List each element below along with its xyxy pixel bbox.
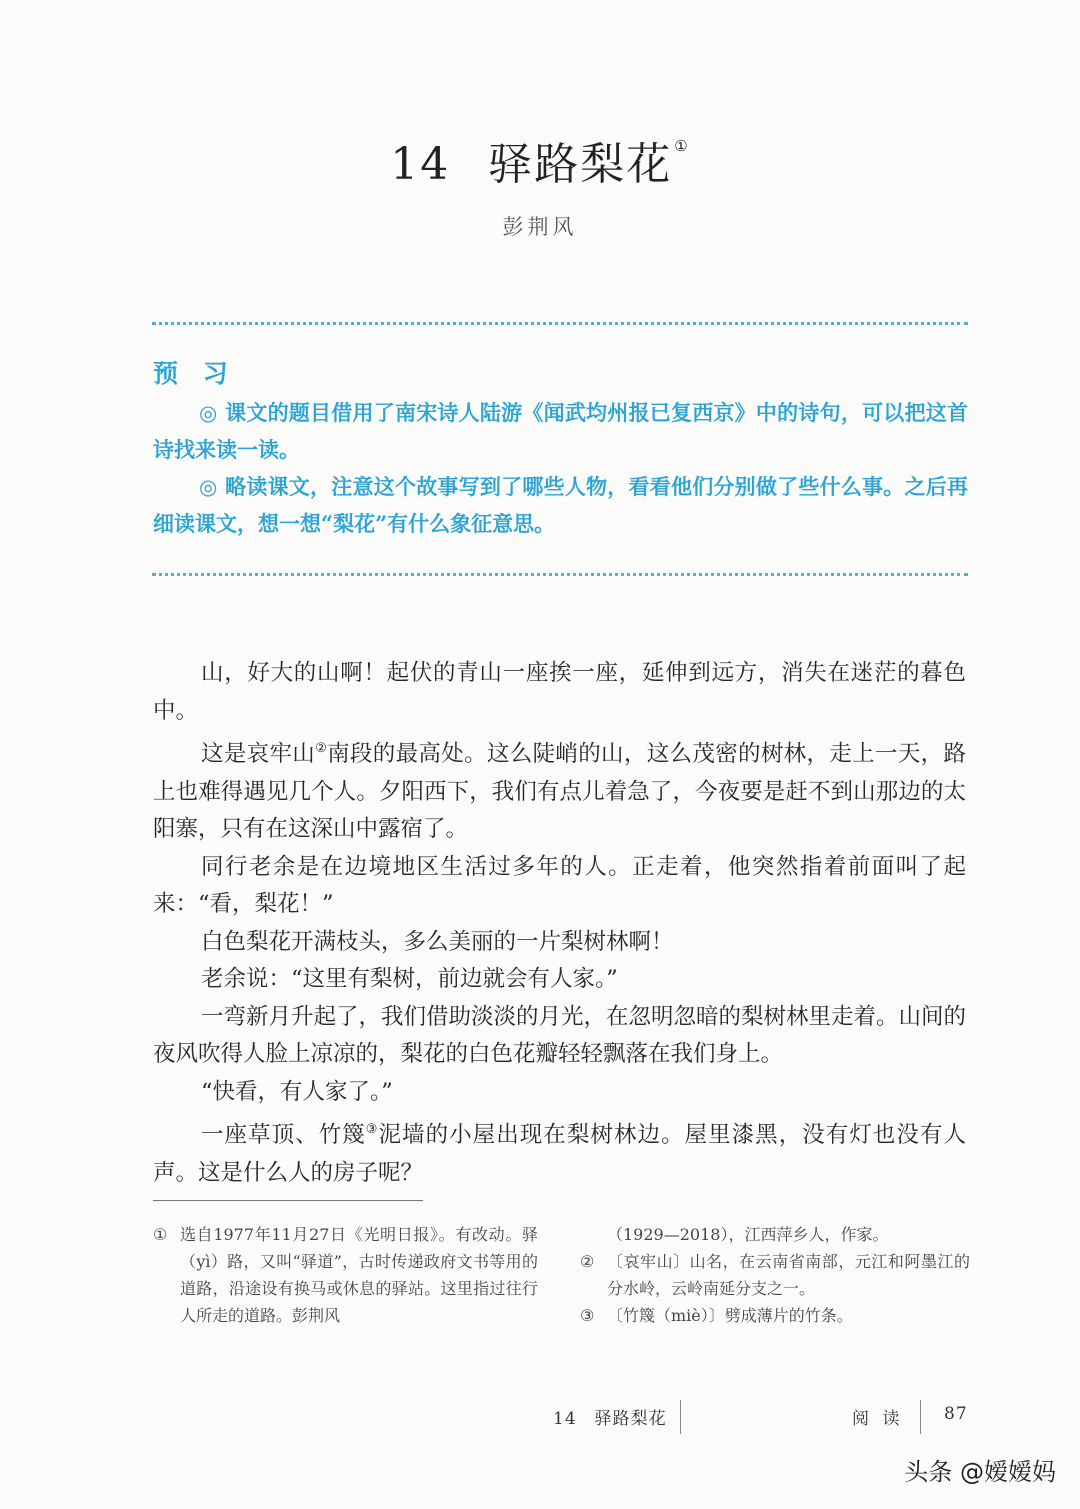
author-name: 彭荆风 [502, 215, 578, 239]
footnote-1-text: 选自1977年11月27日《光明日报》。有改动。驿（yì）路，又叫“驿道”，古时传递政府文书等用的道路，沿途设有换马或休息的驿站。这里指过往行人所走的道路。彭荆风 [180, 1225, 538, 1325]
preview-heading: 预 习 [153, 359, 236, 388]
footnote-2-marker: ② [580, 1252, 595, 1271]
paragraph [153, 730, 966, 849]
preview-item-2: ◎ 略读课文，注意这个故事写到了哪些人物，看看他们分别做了些什么事。之后再细读课文，想一想“梨花”有什么象征意思。 [153, 474, 968, 536]
footer-divider [680, 1400, 681, 1434]
paragraph-text: 泥墙的小屋出现在梨树林边。屋里漆黑，没有灯也没有人声。这是什么人的房子呢？ [153, 1122, 966, 1186]
footer-lesson-ref: 14 驿路梨花 [553, 1409, 667, 1429]
preview-bottom-divider [152, 573, 968, 576]
preview-top-divider [152, 322, 968, 325]
paragraph: 一弯新月升起了，我们借助淡淡的月光，在忽明忽暗的梨树林里走着。山间的夜风吹得人脸上凉凉的，梨花的白色花瓣轻轻飘落在我们身上。 [153, 1003, 967, 1067]
page-number: 87 [944, 1404, 968, 1424]
lesson-title [0, 128, 1080, 192]
title-footnote-marker[interactable]: ① [674, 137, 690, 155]
footnotes-left-column [153, 1221, 538, 1329]
preview-section [153, 394, 968, 542]
lesson-number: 14 [390, 139, 451, 190]
paragraph [153, 1111, 966, 1192]
paragraph-text: 这是哀牢山 [201, 741, 316, 767]
footer-section: 阅 读 [852, 1409, 904, 1429]
footnotes-right-column [580, 1221, 970, 1329]
footnote-2-text: 〔哀牢山〕山名，在云南省南部，元江和阿墨江的分水岭，云岭南延分支之一。 [607, 1252, 970, 1298]
lesson-body [153, 655, 966, 1192]
footnote-3-text: 〔竹篾（miè）〕劈成薄片的竹条。 [607, 1306, 853, 1325]
paragraph: 白色梨花开满枝头，多么美丽的一片梨树林啊！ [201, 928, 674, 955]
footer-divider [920, 1400, 921, 1434]
footnote-1 [153, 1221, 538, 1329]
footnote-2 [580, 1248, 970, 1302]
footnote-3-marker: ③ [580, 1306, 595, 1325]
footnote-marker-3[interactable]: ③ [365, 1122, 379, 1137]
paragraph: 山，好大的山啊！起伏的青山一座挨一座，延伸到远方，消失在迷茫的暮色中。 [153, 660, 966, 724]
paragraph: “快看，有人家了。” [201, 1078, 393, 1105]
footnote-1-continued: （1929—2018），江西萍乡人，作家。 [607, 1225, 889, 1244]
paragraph: 老余说：“这里有梨树，前边就会有人家。” [201, 966, 618, 992]
paragraph: 同行老余是在边境地区生活过多年的人。正走着，他突然指着前面叫了起来：“看，梨花！” [153, 853, 966, 917]
paragraph-text: 南段的最高处。这么陡峭的山，这么茂密的树林，走上一天，路上也难得遇见几个人。夕阳西下，我们有点儿着急了，今夜要是赶不到山那边的太阳寨，只有在这深山中露宿了。 [153, 741, 966, 842]
footnote-3 [580, 1302, 970, 1329]
footnote-marker-2[interactable]: ② [315, 741, 328, 756]
source-watermark: 头条 @嫒嫒妈 [904, 1458, 1056, 1486]
lesson-title-text: 驿路梨花 [488, 139, 673, 190]
footnote-divider [153, 1200, 423, 1201]
preview-item-1: ◎ 课文的题目借用了南宋诗人陆游《闻武均州报已复西京》中的诗句，可以把这首诗找来读一读。 [153, 400, 968, 462]
footnote-1-marker: ① [153, 1225, 168, 1244]
paragraph-text: 一座草顶、竹篾 [201, 1122, 366, 1148]
